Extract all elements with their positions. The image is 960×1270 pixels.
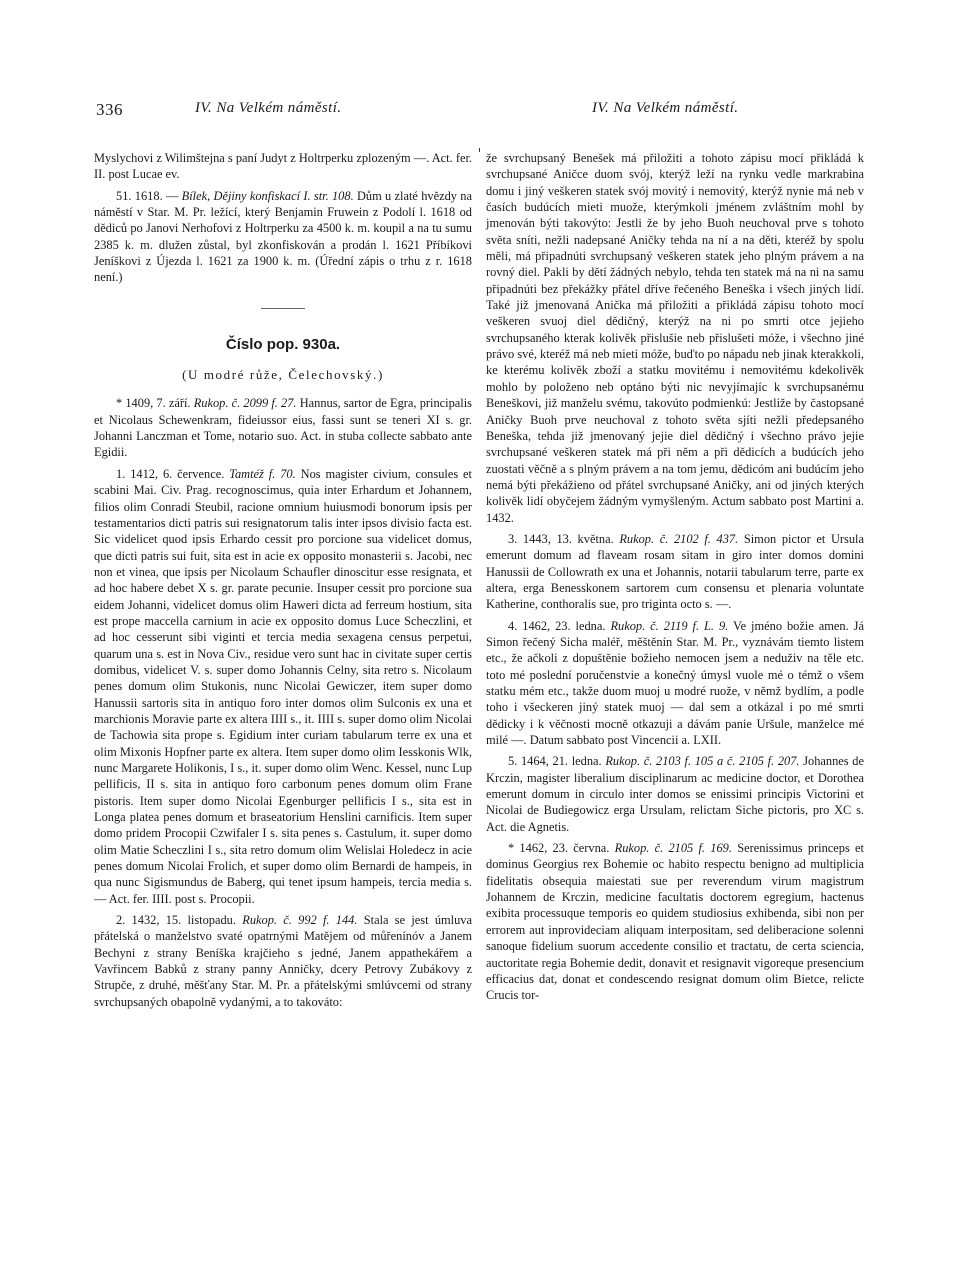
entry-51 bbox=[94, 188, 472, 286]
entry-source: Rukop. č. 992 f. 144. bbox=[242, 913, 358, 928]
entry-4 bbox=[486, 618, 864, 749]
running-title-left: IV. Na Velkém náměstí. bbox=[195, 100, 342, 116]
entry-text: Serenissimus princeps et dominus Georgius rex Bohemie oc habito respectu benigno ad multiplicia fidelitatis obsequia maiestati sue per reverendum virum magistrum Johannem de Krczin, medicine facultatis doctorem egregium, hactenus exibita processuque temporis eo quidem studiosius exhibenda, sibi non per errorem aut inprovideciam aliquam interpositam, sed deliberacione solenni sanoque fidelium suorum accedente consilio et tractatu, de certa sciencia, auctoritate regia Bohemie dedit, donavit et resignavit vigoreque presencium efficacius dat, donat et condescendo resignat domum olim Bietce, relicte Crucis tor- bbox=[486, 841, 865, 1003]
entry-heading: * 1409, 7. září. bbox=[116, 396, 194, 411]
entry-source: Rukop. č. 2102 f. 437. bbox=[619, 531, 739, 546]
entry-heading: * 1462, 23. června. bbox=[508, 841, 615, 856]
entry-text: Stala se jest úmluva přátelská o manželstvo svaté opatrnými Matějem od můřenínóv a Janem Bechyni z strany Beníška krajčieho s jedné, Janem appathekářem a Vavřincem Babků z strany panny Anničky, dcery Petrovy Zubákovy z Strupče, z druhé, měšťany Star. M. Pr. a přátelskými smlúvcemi od strany svrchupsaných obapolně vydanými, a to takováto: bbox=[94, 913, 472, 1009]
running-title-right: IV. Na Velkém náměstí. bbox=[592, 100, 739, 116]
entry-source: Rukop. č. 2119 f. L. 9. bbox=[610, 618, 729, 633]
entry-heading: 3. 1443, 13. května. bbox=[508, 531, 620, 546]
section-subtitle: (U modré růže, Čelechovský.) bbox=[182, 367, 384, 383]
entry-source: Rukop. č. 2103 f. 105 a č. 2105 f. 207. bbox=[605, 754, 800, 769]
page-header bbox=[0, 100, 960, 126]
entry-1 bbox=[94, 466, 472, 907]
entry-source: Rukop. č. 2099 f. 27. bbox=[193, 396, 297, 411]
entry-heading: 2. 1432, 15. listopadu. bbox=[116, 913, 243, 928]
entry-2 bbox=[94, 912, 472, 1010]
entry-text: Dům u zlaté hvězdy na náměstí v Star. M. Pr. ležící, který Benjamin Fruwein z Podolí l. 1618 od dědiců po Janovi Nerhofovi z Holtrperku za 4500 k. m. koupil a na tu sumu 2385 k. m. dlužen zůstal, byl zkonfiskován a prodán l. 1621 Příbíkovi Jeníškovi z Újezda l. 1621 za 1900 k. m. (Úřední zápis o trhu z r. 1618 není.) bbox=[94, 188, 472, 285]
entry-text: Ve jméno božie amen. Já Simon řečený Sicha maléř, měštěnín Star. M. Pr., vyznávám tiemto listem etc., že ačkoli z dopuštěnie božieho nemocen jsem a neduživ na těle etc. toto mé poslední poručenstvie a konečný úmysl vuole mé o témž o všem statku mém etc., takže duom muoj u modré ruože, v němž bydlím, a podle toho i všeckeren jiný statek muoj — dal sem a otkázal i po mé smrti dědicky i k věčnosti mocně otkazuji a dávám panie Uršule, manželce mé milé —. Datum sabbato post Vincencii a. LXII. bbox=[486, 618, 864, 748]
page-number: 336 bbox=[96, 100, 123, 119]
entry-star-1409 bbox=[94, 395, 472, 460]
right-column bbox=[486, 150, 864, 1004]
entry-source: Bílek, Dějiny konfiskací I. str. 108. bbox=[181, 188, 354, 203]
left-column bbox=[94, 150, 472, 1010]
entry-text: Hannus, sartor de Egra, principalis et Nicolaus Schewenkram, fideiussor eius, fassi sunt se teneri XI s. gr. Johanni Lanczman et Tome, notario suo. Act. in stuba collecte sabbato ante Egidii. bbox=[94, 396, 473, 460]
entry-text: Nos magister civium, consules et scabini Mai. Civ. Prag. recognoscimus, quia inter Erhardum et Johannem, filios olim Conradi Steubil, racione omnium huiusmodi bonorum ipsis per testamentarios dicti patris sui resignatorum talis inter ipsos divisio facta est. Sic videlicet quod ipsis Erhardo cessit pro porcione sua videlicet domus, que dicti patris sui fuit, sita est in acie ex opposito monasterii s. Jacobi, nec non et vinea, que ipsis per Nicolaum Schaufler dinoscitur esse resignata, et ad hoc habere debet X s. gr. parate pecunie. Insuper cessit pro porcione sua eidem Johanni, videlicet domus olim Haweri dicta ad ferreum hostium, sita est prope maccella carnium in acie ex opposito domus Luce Scheczlini, et ad hoc cesserunt sibi viginti et tercia media sexagena census perpetui, quarum una s. est in Nova Civ., residue vero sunt hac in civitate super certis domibus, videlicet V. s. super domo Johannis Celny, sita retro s. Nicolaum penes domum olim Stukonis, nunc Nicolai Gewiczer, item super domo Hanussii sartoris sita in antiquo foro inter domos olim Sulconis ex una et marchionis Moravie parte ex altera IIII s., it. IIII s. super domo olim Nicolai de Tachowia sita prope s. Egidium inter curiam tabularum terre ex una et olim Mixonis Hopfner parte ex altera. Item super domo olim Iesskonis Wlk, nunc Margarete Holikonis, I s., it. super domo olim Wenc. Kessel, nunc Lup pellificis, II s. sita in antiquo foro carbonum penes domum olim Frane pistoris. Item super domo Nicolai Egenburger pellificis I s., sita est in Longa platea penes domum et braseatorium Henslini carnificis. Item super domo pridem Procopii Czwifaler I s. sita penes s. Castulum, it. super domo olim Matie Scheczlini I s., sita retro domum olim Welislai Holedecz in acie penes domum Nicolai Frolich, et super domo olim Bernardi de hampeis, in qua nunc Sigismundus de Baberg, qui tenet ipsum hampeis, tercia media s. — Act. fer. IIII. post s. Procopii. bbox=[94, 466, 473, 906]
entry-text: Simon pictor et Ursula emerunt domum ad flaveam rosam sitam in giro inter domos domini Hanussii de Collowrath ex una et Johannis, notarii tabularum terre, parte ex altera, erga Benesskonem sartorem cum consensu et plenaria voluntate Katherine, conthoralis sue, pro triginta octo s. —. bbox=[486, 531, 864, 612]
section-separator bbox=[261, 308, 305, 309]
entry-heading: 4. 1462, 23. ledna. bbox=[508, 618, 611, 633]
entry-3 bbox=[486, 531, 864, 613]
entry-text: Johannes de Krczin, magister liberalium disciplinarum ac medicine doctor, et Dorothea emerunt domum in circulo inter domos se enissimi principis Victorini et Nicolai de Budiegowicz erga Ursulam, relictam Siche pictoris, pro XC s. Act. die Agnetis. bbox=[486, 754, 864, 834]
paragraph-continuation: že svrchupsaný Benešek má přiložiti a tohoto zápisu mocí přikládá k svrchupsané Aničce duom svój, kterýž leží na rynku vedle markrabina domu i jiný veškeren statek svój movitý i nemovitý, kterýž nynie má neb v časích budúcích mieti muože, kterýmkoli jménem zvláštním mohl by jmenován býti takovýto: Jestli že by jeho Buoh neuchoval prve s tohoto světa sníti, nežli nadepsané Aničky tehda na ní a na děti, kteréž by spolu měli, má připadnúti svrchupsaný veškeren statek jeho plným právem a na rovný diel. Pakli by dětí žádných nebylo, tehda ten statek má na ni na samu připadnúti bez překážky přátel dříve řečeného Beneška i všech jiných lidí. Také již jmenovaná Anička má přiložiti a přikládá zápisu tohoto mocí veškeren svuoj diel dědičný, kterýž na ni po smrti otce jejieho svrchupsaného kterak kolivěk přislušie neb přislušeti móže, i všechno jiné právo své, kteréž má neb mieti móže, buďto po nápadu neb jinak kterakkoli, ke kterému kolivěk zboží a statku movitému i nemovitému kdekolivěk mohlo by položeno neb optáno býti nic nevyjímajíc k svrchupsanému Beneškovi, již manželu svému, takovúto podmienkú: Jestliže by častopsané Aničky Buoh prve neuchoval z tohoto světa sjíti nežli předepsaného Beneška, tehda již jmenovaný jejie diel dědičný i všechno právo jejie svrchupsané veškeren statek má při něm a při dědicích a budúcích jeho zuostati věčně a s plným právem a na tom jemu, dědicóm ani budúcím jeho nemá býti překážieno od přátel svrchupsané Aničky, ani od jiných kterých kolivěk lidí obyčejem žádným vymyšleným. Actum sabbato post Martini a. 1432. bbox=[486, 151, 864, 525]
column-divider-mark bbox=[479, 148, 480, 152]
entry-5 bbox=[486, 753, 864, 835]
entry-heading: 5. 1464, 21. ledna. bbox=[508, 754, 606, 769]
entry-heading: 51. 1618. — bbox=[116, 188, 182, 203]
entry-source: Tamtéž f. 70. bbox=[229, 466, 296, 481]
paragraph-continuation: Myslychovi z Wilimštejna s paní Judyt z Holtrperku zplozeným —. Act. fer. II. post Lucae ev. bbox=[94, 151, 472, 182]
section-title: Číslo pop. 930a. bbox=[225, 335, 341, 353]
entry-star-1462 bbox=[486, 840, 864, 1003]
entry-source: Rukop. č. 2105 f. 169. bbox=[614, 841, 732, 856]
entry-heading: 1. 1412, 6. července. bbox=[116, 466, 230, 481]
